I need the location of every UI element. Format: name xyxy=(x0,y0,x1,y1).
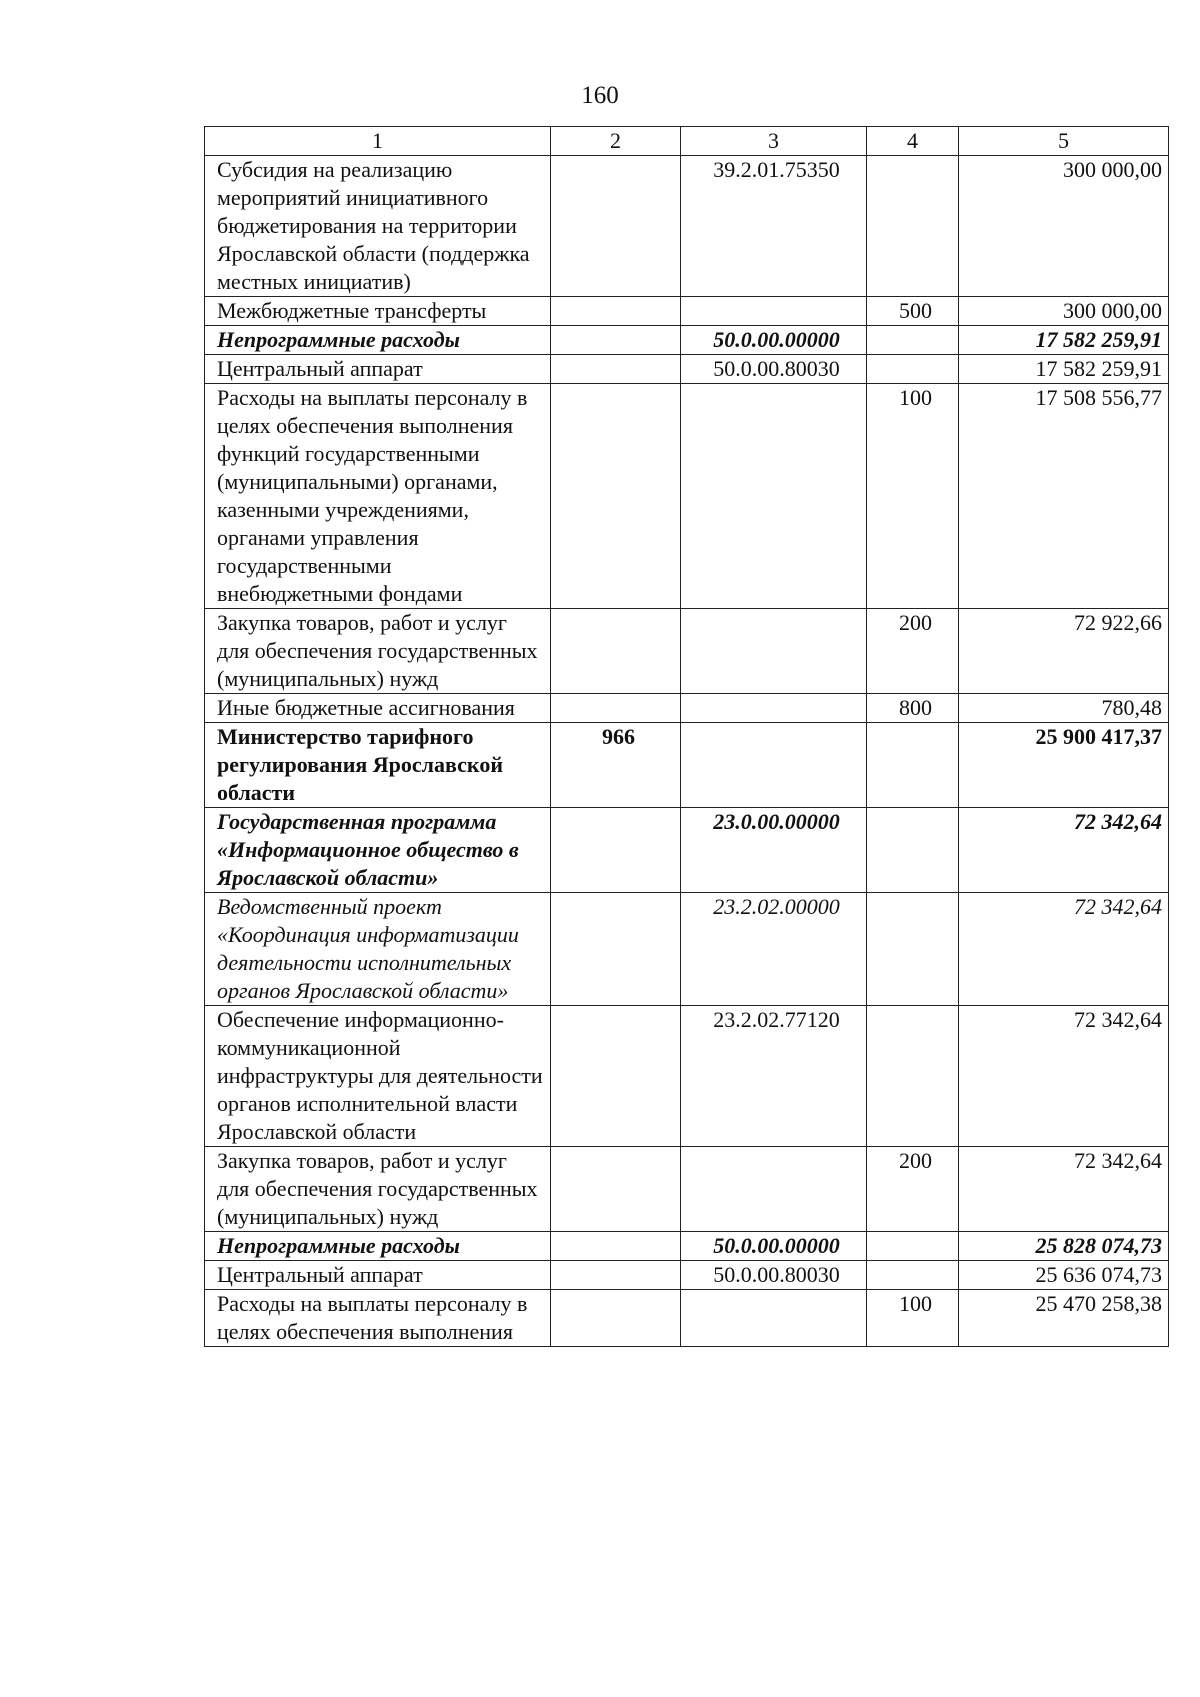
row-name-cell: Ведомственный проект «Координация информатизации деятельности исполнительных органов Ярославской области» xyxy=(205,893,551,1006)
row-name-cell: Центральный аппарат xyxy=(205,1261,551,1290)
row-department-cell xyxy=(551,1290,681,1347)
row-amount-cell: 72 342,64 xyxy=(959,1147,1169,1232)
row-type-cell xyxy=(867,326,959,355)
row-type-cell xyxy=(867,808,959,893)
row-amount-cell: 300 000,00 xyxy=(959,156,1169,297)
row-type-cell xyxy=(867,1006,959,1147)
budget-table xyxy=(204,126,1169,1347)
row-amount-cell: 72 342,64 xyxy=(959,893,1169,1006)
row-name-cell: Министерство тарифного регулирования Ярославской области xyxy=(205,723,551,808)
row-department-cell xyxy=(551,694,681,723)
row-amount-cell: 17 582 259,91 xyxy=(959,326,1169,355)
row-amount-cell: 25 900 417,37 xyxy=(959,723,1169,808)
row-code-cell: 23.0.00.00000 xyxy=(681,808,867,893)
row-department-cell: 966 xyxy=(551,723,681,808)
row-type-cell: 500 xyxy=(867,297,959,326)
row-name-cell: Закупка товаров, работ и услуг для обеспечения государственных (муниципальных) нужд xyxy=(205,609,551,694)
row-name-cell: Центральный аппарат xyxy=(205,355,551,384)
header-row xyxy=(205,127,1169,156)
row-department-cell xyxy=(551,156,681,297)
table-row xyxy=(205,1261,1169,1290)
row-name-cell: Непрограммные расходы xyxy=(205,1232,551,1261)
row-code-cell: 39.2.01.75350 xyxy=(681,156,867,297)
row-name-cell: Непрограммные расходы xyxy=(205,326,551,355)
row-code-cell xyxy=(681,384,867,609)
row-code-cell: 23.2.02.00000 xyxy=(681,893,867,1006)
table-row xyxy=(205,156,1169,297)
row-amount-cell: 72 342,64 xyxy=(959,1006,1169,1147)
row-department-cell xyxy=(551,1006,681,1147)
table-header xyxy=(205,127,1169,156)
row-code-cell: 50.0.00.00000 xyxy=(681,326,867,355)
row-type-cell: 100 xyxy=(867,384,959,609)
table-row xyxy=(205,1290,1169,1347)
header-col-5: 5 xyxy=(959,127,1169,156)
row-name-cell: Расходы на выплаты персоналу в целях обеспечения выполнения функций государственными (муниципальными) органами, казенными учреждениями, органами управления государственными внебюджетными фондами xyxy=(205,384,551,609)
table-row xyxy=(205,384,1169,609)
row-amount-cell: 25 470 258,38 xyxy=(959,1290,1169,1347)
row-name-cell: Субсидия на реализацию мероприятий инициативного бюджетирования на территории Ярославской области (поддержка местных инициатив) xyxy=(205,156,551,297)
row-name-cell: Закупка товаров, работ и услуг для обеспечения государственных (муниципальных) нужд xyxy=(205,1147,551,1232)
row-code-cell: 50.0.00.80030 xyxy=(681,1261,867,1290)
row-type-cell xyxy=(867,723,959,808)
header-col-3: 3 xyxy=(681,127,867,156)
row-name-cell: Расходы на выплаты персоналу в целях обеспечения выполнения xyxy=(205,1290,551,1347)
row-code-cell xyxy=(681,297,867,326)
table-row xyxy=(205,893,1169,1006)
row-type-cell: 200 xyxy=(867,609,959,694)
row-department-cell xyxy=(551,1232,681,1261)
row-code-cell xyxy=(681,609,867,694)
row-code-cell xyxy=(681,1147,867,1232)
table-row xyxy=(205,609,1169,694)
row-code-cell xyxy=(681,694,867,723)
row-name-cell: Государственная программа «Информационное общество в Ярославской области» xyxy=(205,808,551,893)
row-code-cell: 23.2.02.77120 xyxy=(681,1006,867,1147)
row-amount-cell: 25 828 074,73 xyxy=(959,1232,1169,1261)
header-col-1: 1 xyxy=(205,127,551,156)
header-col-4: 4 xyxy=(867,127,959,156)
row-department-cell xyxy=(551,384,681,609)
row-amount-cell: 72 342,64 xyxy=(959,808,1169,893)
row-name-cell: Межбюджетные трансферты xyxy=(205,297,551,326)
row-amount-cell: 25 636 074,73 xyxy=(959,1261,1169,1290)
row-department-cell xyxy=(551,1261,681,1290)
table-row xyxy=(205,326,1169,355)
table-row xyxy=(205,355,1169,384)
row-type-cell: 100 xyxy=(867,1290,959,1347)
table-row xyxy=(205,1147,1169,1232)
table-row xyxy=(205,1006,1169,1147)
header-col-2: 2 xyxy=(551,127,681,156)
table-row xyxy=(205,297,1169,326)
row-amount-cell: 780,48 xyxy=(959,694,1169,723)
table-row xyxy=(205,1232,1169,1261)
row-type-cell xyxy=(867,355,959,384)
row-department-cell xyxy=(551,355,681,384)
table-body xyxy=(205,156,1169,1347)
row-type-cell: 800 xyxy=(867,694,959,723)
row-code-cell: 50.0.00.00000 xyxy=(681,1232,867,1261)
row-department-cell xyxy=(551,893,681,1006)
row-type-cell xyxy=(867,1261,959,1290)
table-row xyxy=(205,808,1169,893)
row-type-cell xyxy=(867,1232,959,1261)
row-department-cell xyxy=(551,609,681,694)
row-code-cell: 50.0.00.80030 xyxy=(681,355,867,384)
row-type-cell xyxy=(867,156,959,297)
row-name-cell: Обеспечение информационно-коммуникационной инфраструктуры для деятельности органов исполнительной власти Ярославской области xyxy=(205,1006,551,1147)
row-type-cell xyxy=(867,893,959,1006)
page-number: 160 xyxy=(581,82,619,109)
table-row xyxy=(205,723,1169,808)
row-department-cell xyxy=(551,297,681,326)
row-amount-cell: 72 922,66 xyxy=(959,609,1169,694)
row-name-cell: Иные бюджетные ассигнования xyxy=(205,694,551,723)
row-department-cell xyxy=(551,808,681,893)
table-row xyxy=(205,694,1169,723)
row-amount-cell: 17 582 259,91 xyxy=(959,355,1169,384)
row-type-cell: 200 xyxy=(867,1147,959,1232)
row-department-cell xyxy=(551,326,681,355)
row-amount-cell: 17 508 556,77 xyxy=(959,384,1169,609)
row-amount-cell: 300 000,00 xyxy=(959,297,1169,326)
row-department-cell xyxy=(551,1147,681,1232)
row-code-cell xyxy=(681,1290,867,1347)
row-code-cell xyxy=(681,723,867,808)
